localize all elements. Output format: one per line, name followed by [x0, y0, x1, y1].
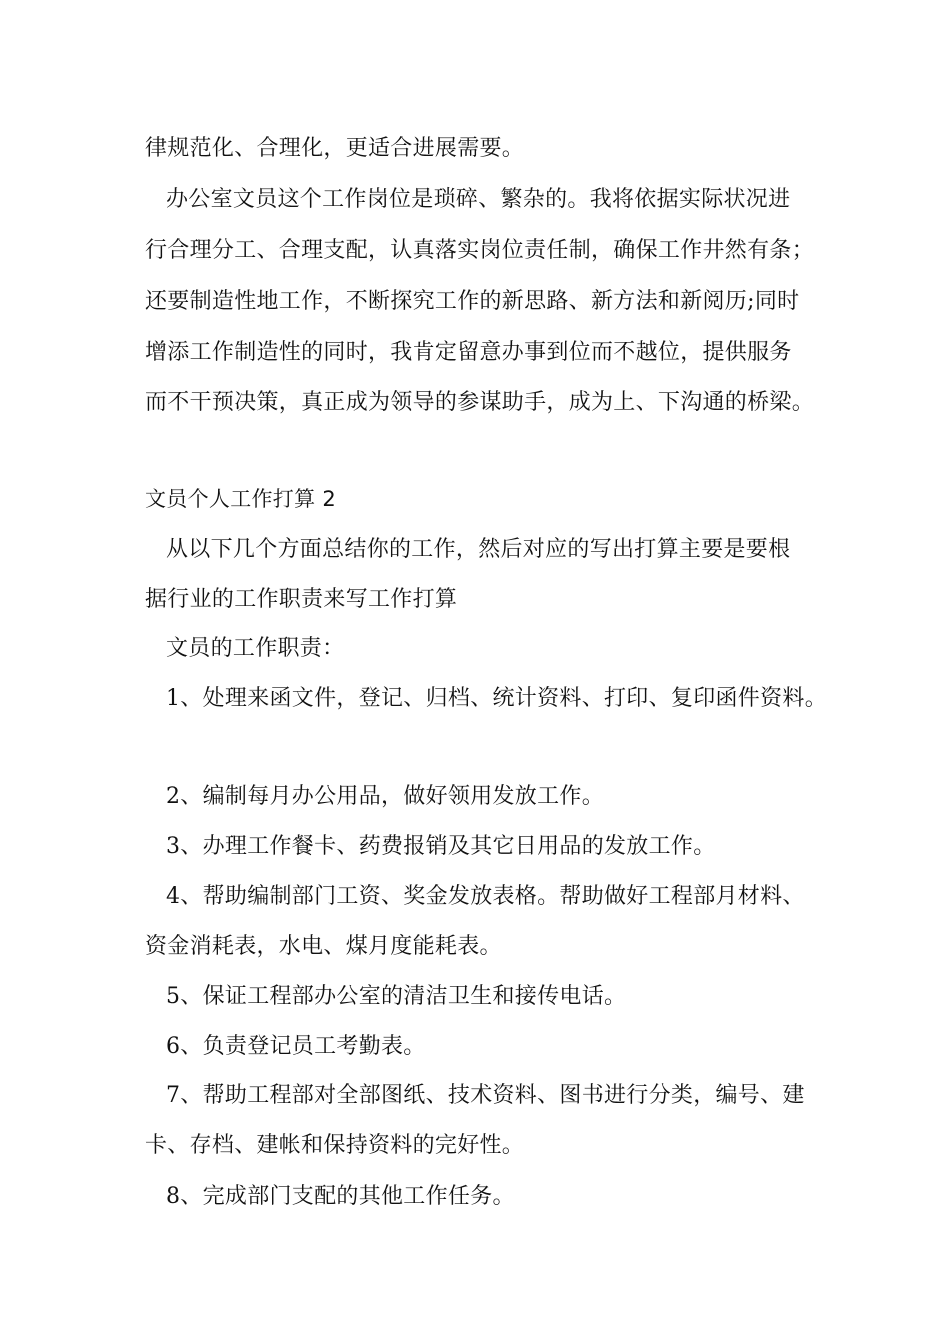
paragraph-line: 增添工作制造性的同时，我肯定留意办事到位而不越位，提供服务	[145, 340, 792, 365]
intro-line: 据行业的工作职责来写工作打算	[145, 587, 458, 612]
paragraph-line: 律规范化、合理化，更适合进展需要。	[145, 136, 525, 161]
duty-item-continuation: 卡、存档、建帐和保持资料的完好性。	[145, 1133, 525, 1158]
paragraph-line: 行合理分工、合理支配，认真落实岗位责任制，确保工作井然有条；	[145, 238, 815, 263]
intro-line: 从以下几个方面总结你的工作，然后对应的写出打算主要是要根	[166, 537, 791, 562]
paragraph-line: 还要制造性地工作，不断探究工作的新思路、新方法和新阅历;同时	[145, 289, 800, 314]
section-heading: 文员个人工作打算 2	[145, 487, 337, 511]
duty-item: 3、办理工作餐卡、药费报销及其它日用品的发放工作。	[166, 834, 716, 859]
duty-item: 6、负责登记员工考勤表。	[166, 1034, 426, 1059]
duty-item: 1、处理来函文件，登记、归档、统计资料、打印、复印函件资料。	[166, 686, 827, 711]
duty-item: 5、保证工程部办公室的清洁卫生和接传电话。	[166, 984, 627, 1009]
duty-item: 8、完成部门支配的其他工作任务。	[166, 1184, 515, 1209]
duty-item: 4、帮助编制部门工资、奖金发放表格。帮助做好工程部月材料、	[166, 884, 805, 909]
duties-title: 文员的工作职责：	[166, 636, 345, 661]
duty-item-continuation: 资金消耗表，水电、煤月度能耗表。	[145, 934, 502, 959]
paragraph-line: 办公室文员这个工作岗位是琐碎、繁杂的。我将依据实际状况进	[166, 187, 791, 212]
paragraph-line: 而不干预决策，真正成为领导的参谋助手，成为上、下沟通的桥梁。	[145, 390, 815, 415]
duty-item: 7、帮助工程部对全部图纸、技术资料、图书进行分类，编号、建	[166, 1083, 805, 1108]
duty-item: 2、编制每月办公用品，做好领用发放工作。	[166, 784, 604, 809]
